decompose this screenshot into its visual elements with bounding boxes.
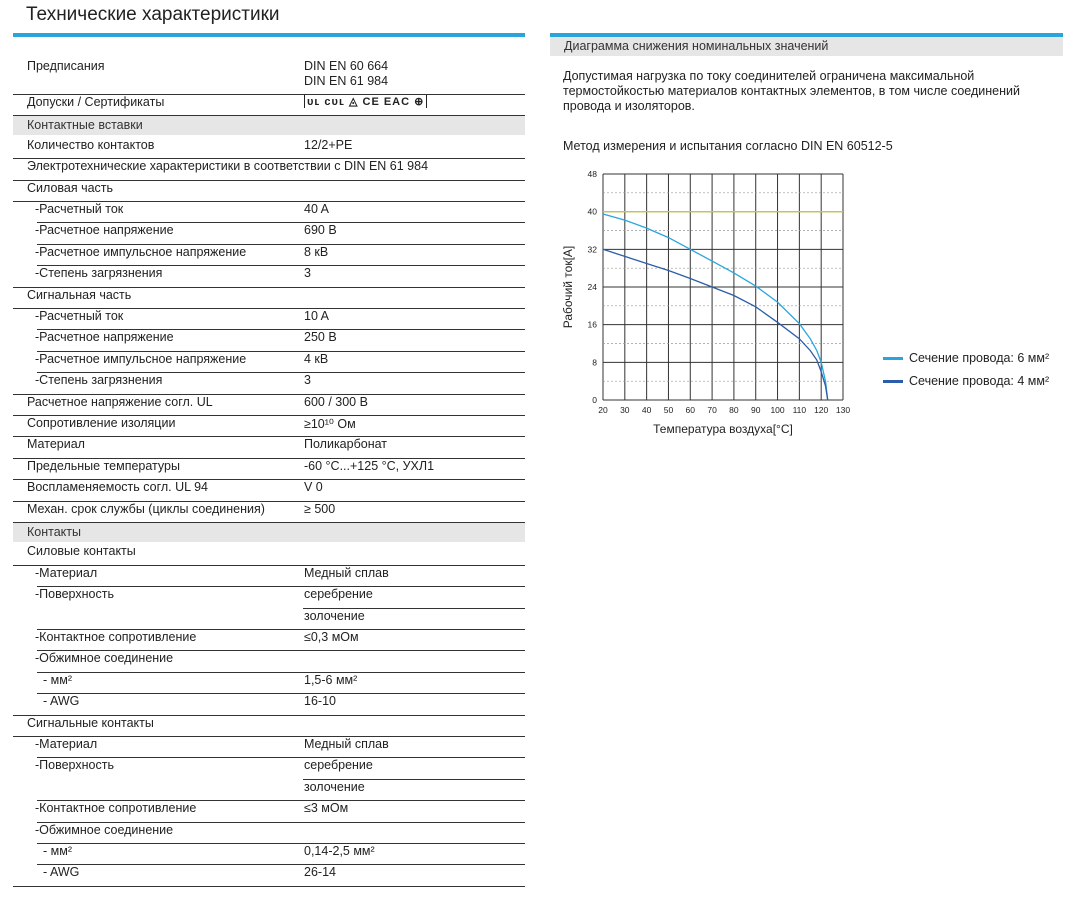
spec-label: -Расчетное напряжение <box>35 223 174 238</box>
spec-row <box>13 395 525 416</box>
spec-row <box>13 416 525 437</box>
spec-row <box>13 159 525 180</box>
y-tick-label: 8 <box>592 357 597 368</box>
spec-value: DIN EN 60 664 <box>304 59 389 73</box>
spec-label: - AWG <box>43 694 80 709</box>
page-title: Технические характеристики <box>26 4 280 25</box>
y-tick-label: 32 <box>587 244 597 255</box>
y-axis-label: Рабочий ток[A] <box>561 245 575 329</box>
spec-label: - мм² <box>43 844 72 858</box>
spec-value: 1,5-6 мм² <box>304 672 358 687</box>
spec-value: 10 A <box>304 309 330 323</box>
spec-value: 8 кВ <box>304 244 329 259</box>
x-tick-label: 90 <box>750 405 761 415</box>
spec-label: Электротехнические характеристики в соответствии с DIN EN 61 984 <box>27 159 429 174</box>
spec-value: Медный сплав <box>304 565 389 580</box>
spec-label: Сопротивление изоляции <box>27 416 176 430</box>
spec-value: 40 A <box>304 202 330 216</box>
spec-label: -Расчетное напряжение <box>35 330 174 345</box>
x-tick-label: 50 <box>663 405 674 415</box>
derating-description <box>563 69 1063 114</box>
certification-symbols: ᴜʟ ᴄᴜʟ ◬ CE EAC ⊕ <box>304 95 427 108</box>
spec-row <box>13 245 525 266</box>
description-line: Допустимая нагрузка по току соединителей ограничена максимальной <box>563 69 975 83</box>
spec-value: -60 °C...+125 °C, УХЛ1 <box>304 458 435 473</box>
x-tick-label: 20 <box>598 405 608 415</box>
legend-swatch <box>883 357 903 360</box>
spec-value: Поликарбонат <box>304 437 388 452</box>
spec-label: -Расчетное импульсное напряжение <box>35 351 247 366</box>
row-divider <box>13 886 525 887</box>
y-tick-label: 24 <box>587 282 597 292</box>
spec-label: -Контактное сопротивление <box>35 630 197 644</box>
spec-label: Сигнальные контакты <box>27 715 154 730</box>
x-tick-label: 120 <box>814 405 829 415</box>
spec-row <box>13 480 525 501</box>
spec-row <box>13 694 525 715</box>
spec-value: ≤0,3 мОм <box>304 630 359 644</box>
x-tick-label: 130 <box>835 405 851 415</box>
y-tick-label: 48 <box>587 169 597 179</box>
y-tick-label: 40 <box>587 206 597 217</box>
spec-row <box>13 737 525 758</box>
legend-item-6mm <box>883 351 1049 365</box>
spec-value: DIN EN 61 984 <box>304 74 389 88</box>
x-tick-label: 80 <box>729 405 739 415</box>
spec-row <box>13 780 525 801</box>
spec-row <box>13 801 525 822</box>
x-tick-label: 70 <box>707 405 717 415</box>
x-tick-label: 40 <box>641 405 652 415</box>
spec-row <box>13 630 525 651</box>
spec-label: Количество контактов <box>27 137 155 152</box>
spec-row <box>13 566 525 587</box>
spec-row <box>13 309 525 330</box>
series-line-6mm <box>603 214 828 400</box>
description-line: термостойкостью материалов контактных элементов, в том числе соединений <box>563 84 1020 98</box>
spec-label: -Расчетное импульсное напряжение <box>35 244 247 259</box>
spec-value: 16-10 <box>304 694 336 709</box>
description-line: провода и изоляторов. <box>563 99 695 113</box>
spec-row <box>13 651 525 672</box>
spec-value: 690 В <box>304 223 337 238</box>
spec-row <box>13 59 525 95</box>
spec-row <box>13 223 525 244</box>
spec-label: Предписания <box>27 59 105 73</box>
spec-label: -Расчетный ток <box>35 309 124 323</box>
legend-label: Сечение провода: 4 мм² <box>909 374 1050 388</box>
spec-value: серебрение <box>304 758 373 773</box>
spec-label: Механ. срок службы (циклы соединения) <box>27 501 265 516</box>
spec-label: Сигнальная часть <box>27 287 132 302</box>
spec-value: 3 <box>304 373 311 388</box>
x-tick-label: 30 <box>620 405 630 415</box>
spec-label: -Контактное сопротивление <box>35 801 197 816</box>
spec-row <box>13 502 525 523</box>
spec-label: -Материал <box>35 565 98 580</box>
spec-label: -Расчетный ток <box>35 202 124 216</box>
x-axis-label: Температура воздуха[°C] <box>653 422 793 436</box>
legend-item-4mm <box>883 374 1049 388</box>
y-tick-label: 16 <box>587 319 597 330</box>
y-tick-label: 0 <box>592 395 597 405</box>
spec-label: Допуски / Сертификаты <box>27 95 165 109</box>
spec-row <box>13 266 525 287</box>
spec-row <box>13 544 525 565</box>
spec-label: -Обжимное соединение <box>35 822 174 837</box>
legend-swatch <box>883 380 903 383</box>
spec-row <box>13 202 525 223</box>
left-top-rule <box>13 33 525 37</box>
spec-row <box>13 288 525 309</box>
derating-section-header: Диаграмма снижения номинальных значений <box>550 37 1063 56</box>
spec-row <box>13 844 525 865</box>
spec-value: V 0 <box>304 480 323 495</box>
spec-row <box>13 181 525 202</box>
spec-label: -Степень загрязнения <box>35 266 163 281</box>
spec-row <box>13 95 525 116</box>
spec-row <box>13 437 525 458</box>
spec-value: 4 кВ <box>304 351 329 366</box>
test-method-text: Метод измерения и испытания согласно DIN EN 60512-5 <box>563 139 893 153</box>
spec-label: -Степень загрязнения <box>35 373 163 388</box>
spec-label: -Поверхность <box>35 758 114 773</box>
x-tick-label: 110 <box>792 405 807 415</box>
spec-row <box>13 673 525 694</box>
legend-label: Сечение провода: 6 мм² <box>909 351 1050 365</box>
spec-label: -Материал <box>35 737 98 751</box>
derating-chart <box>555 163 865 443</box>
spec-row <box>13 138 525 159</box>
spec-row <box>13 758 525 779</box>
spec-label: - мм² <box>43 672 72 687</box>
spec-label: - AWG <box>43 865 80 880</box>
spec-value: Медный сплав <box>304 737 389 751</box>
spec-row <box>13 865 525 886</box>
spec-value: 250 В <box>304 330 337 345</box>
spec-row <box>13 823 525 844</box>
spec-row <box>13 587 525 608</box>
spec-row <box>13 459 525 480</box>
spec-value: золочение <box>304 779 365 794</box>
spec-value: ≥ 500 <box>304 501 336 516</box>
spec-value: серебрение <box>304 587 373 602</box>
spec-label: Предельные температуры <box>27 458 180 473</box>
spec-label: -Поверхность <box>35 587 114 602</box>
table-section-header: Контактные вставки <box>13 116 525 135</box>
spec-value: 3 <box>304 266 311 281</box>
spec-row <box>13 716 525 737</box>
spec-value: ≤3 мОм <box>304 801 349 816</box>
spec-value: ≥10¹⁰ Ом <box>304 417 356 431</box>
x-tick-label: 60 <box>685 405 696 415</box>
spec-label: -Обжимное соединение <box>35 651 174 666</box>
spec-value: золочение <box>304 608 365 623</box>
table-section-header: Контакты <box>13 523 525 542</box>
spec-label: Воспламеняемость согл. UL 94 <box>27 480 208 495</box>
x-tick-label: 100 <box>770 405 785 415</box>
spec-value: 12/2+PE <box>304 137 353 152</box>
spec-label: Силовая часть <box>27 180 114 195</box>
spec-label: Материал <box>27 437 85 452</box>
spec-row <box>13 352 525 373</box>
spec-row <box>13 373 525 394</box>
spec-row <box>13 330 525 351</box>
spec-label: Силовые контакты <box>27 544 136 559</box>
spec-value: 600 / 300 В <box>304 394 368 409</box>
spec-value: 26-14 <box>304 865 336 880</box>
spec-value: 0,14-2,5 мм² <box>304 844 375 858</box>
spec-row <box>13 609 525 630</box>
spec-label: Расчетное напряжение согл. UL <box>27 394 213 409</box>
